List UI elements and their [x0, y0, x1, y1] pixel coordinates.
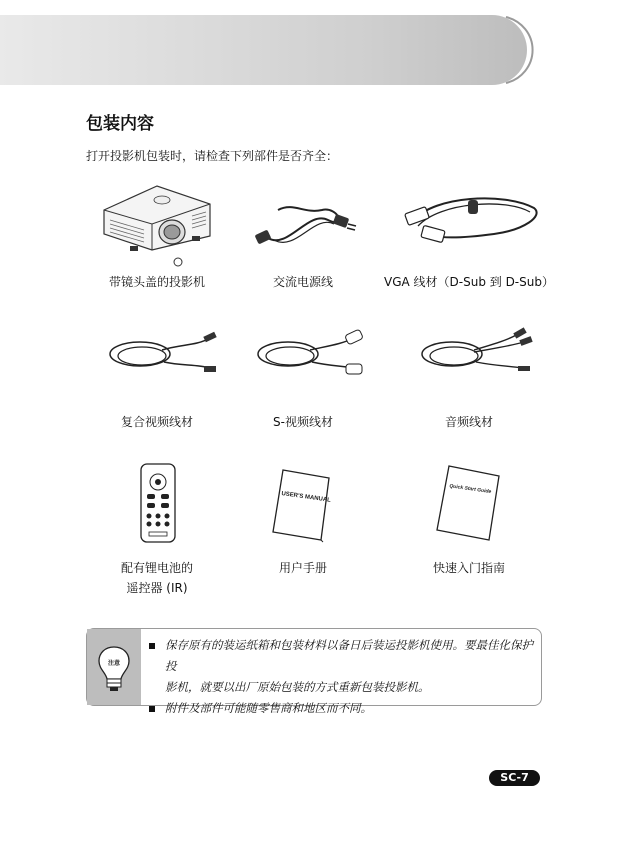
composite-cable-caption: 复合视频线材 — [120, 415, 193, 429]
remote-caption-line1: 配有锂电池的 — [120, 561, 193, 575]
note-box — [86, 628, 542, 715]
item-remote — [72, 460, 242, 598]
svideo-cable-illustration — [238, 326, 368, 386]
manual-caption: 用户手册 — [278, 561, 327, 575]
vga-cable-caption: VGA 线材（D-Sub 到 D-Sub） — [384, 275, 554, 289]
vga-cable-illustration — [394, 180, 544, 266]
item-manual — [218, 460, 388, 578]
item-svideo-cable — [218, 326, 388, 432]
note-line1b: 影机，就要以出厂原始包装的方式重新包装投影机。 — [165, 680, 430, 694]
item-power-cord — [218, 180, 388, 292]
note-line2: 附件及部件可能随零售商和地区而不同。 — [165, 701, 372, 715]
item-quick-guide — [384, 460, 554, 578]
manual-illustration — [263, 460, 343, 546]
quick-guide-illustration — [429, 460, 509, 546]
power-cord-caption: 交流电源线 — [272, 275, 333, 289]
item-audio-cable — [384, 326, 554, 432]
page-title: 包装内容 — [86, 114, 154, 134]
intro-text: 打开投影机包装时，请检查下列部件是否齐全： — [86, 149, 339, 163]
quick-guide-caption: 快速入门指南 — [432, 561, 505, 575]
bullet-square-icon — [149, 643, 155, 649]
power-cord-illustration — [238, 180, 368, 266]
note-item — [147, 635, 535, 698]
note-text — [147, 635, 535, 719]
note-sidebar — [87, 629, 141, 705]
remote-caption-line2: 遥控器 (IR) — [126, 581, 188, 595]
item-projector — [72, 180, 242, 292]
projector-illustration — [92, 180, 222, 266]
manual-cover-text: USER'S MANUAL — [280, 490, 332, 504]
audio-cable-illustration — [404, 326, 534, 386]
note-icon-label: 注意 — [107, 660, 121, 667]
remote-illustration — [127, 460, 187, 546]
header-band — [0, 15, 535, 85]
quick-guide-cover-text: Quick Start Guide — [448, 483, 492, 496]
remote-caption — [72, 558, 242, 598]
lightbulb-icon — [87, 629, 141, 705]
composite-cable-illustration — [92, 326, 222, 386]
note-line1: 保存原有的装运纸箱和包装材料以备日后装运投影机使用。要最佳化保护投 — [165, 638, 533, 673]
page-number: SC-7 — [489, 770, 540, 786]
note-item — [147, 698, 535, 719]
audio-cable-caption: 音频线材 — [444, 415, 493, 429]
svideo-cable-caption: S-视频线材 — [273, 415, 333, 429]
item-composite-cable — [72, 326, 242, 432]
projector-caption: 带镜头盖的投影机 — [108, 275, 205, 289]
bullet-square-icon — [149, 706, 155, 712]
item-vga-cable — [369, 180, 569, 292]
